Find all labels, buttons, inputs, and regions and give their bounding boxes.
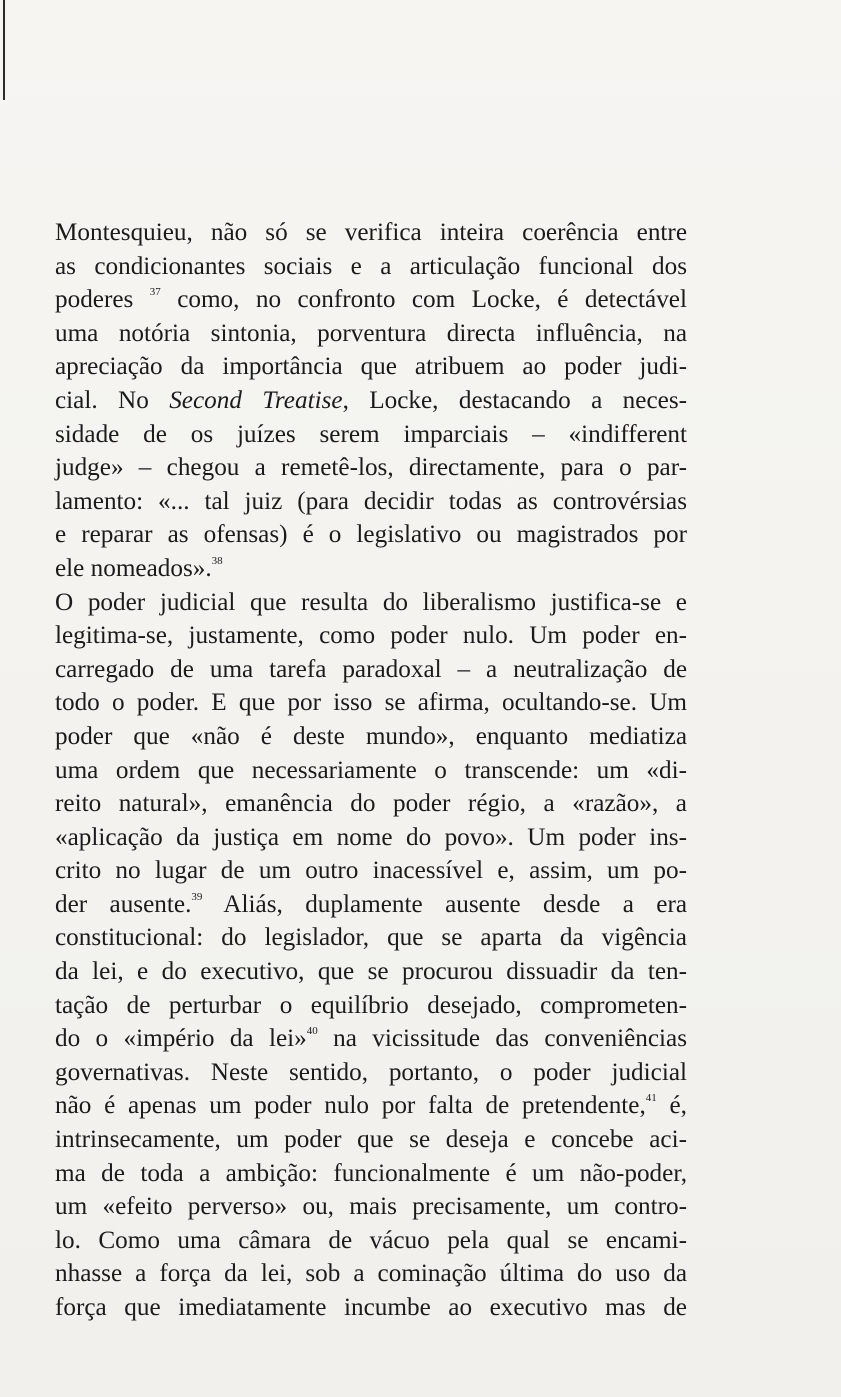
line-text: não é apenas um poder nulo por falta de pretendente, — [55, 1092, 646, 1120]
line-text: judge» – chegou a remetê-los, directamente, para o par- — [55, 454, 687, 482]
line-text: der ausente. — [55, 890, 192, 918]
line-text: e reparar as ofensas) é o legislativo ou magistrados por — [55, 521, 687, 549]
line-text: um «efeito perverso» ou, mais precisamente, um contro- — [55, 1193, 687, 1221]
line-text: ele nomeados». — [55, 554, 212, 582]
text-line — [55, 989, 687, 1023]
line-text: lamento: «... tal juiz (para decidir todas as controvérsias — [55, 487, 687, 515]
text-line — [55, 518, 687, 552]
line-text-continued: , Locke, destacando a neces- — [342, 386, 688, 414]
line-text: uma notória sintonia, porventura directa influência, na — [55, 319, 687, 347]
text-line — [55, 854, 687, 888]
line-text: uma ordem que necessariamente o transcende: um «di- — [55, 756, 687, 784]
line-text: ma de toda a ambição: funcionalmente é um não-poder, — [55, 1159, 687, 1187]
line-text: Montesquieu, não só se verifica inteira coerência entre — [55, 219, 687, 246]
text-line — [55, 1257, 687, 1291]
line-text: carregado de uma tarefa paradoxal – a neutralização de — [55, 655, 687, 683]
line-text: tação de perturbar o equilíbrio desejado, comprometen- — [55, 991, 687, 1019]
text-line — [55, 350, 687, 384]
line-text: cial. No — [55, 386, 170, 414]
line-text: as condicionantes sociais e a articulação funcional dos — [55, 252, 687, 280]
line-text: do o «império da lei» — [55, 1025, 307, 1053]
text-line — [55, 888, 687, 922]
text-line — [55, 384, 687, 418]
text-line — [55, 619, 687, 653]
text-line — [55, 1089, 687, 1123]
line-text: força que imediatamente incumbe ao executivo mas de — [55, 1294, 687, 1321]
line-text: constitucional: do legislador, que se aparta da vigência — [55, 924, 687, 952]
text-line — [55, 1190, 687, 1224]
text-line — [55, 1022, 687, 1056]
footnote-marker: 40 — [306, 1025, 318, 1038]
text-line — [55, 485, 687, 519]
line-text: legitima-se, justamente, como poder nulo. Um poder en- — [55, 622, 687, 650]
footnote-marker: 41 — [645, 1092, 657, 1105]
line-text-continued: como, no confronto com Locke, é detectável — [160, 286, 687, 314]
text-line — [55, 1056, 687, 1090]
line-text: todo o poder. E que por isso se afirma, ocultando-se. Um — [55, 689, 687, 717]
text-line — [55, 1157, 687, 1191]
italic-title: Second Treatise — [169, 386, 343, 414]
body-text — [55, 216, 687, 1325]
line-text: nhasse a força da lei, sob a cominação última do uso da — [55, 1260, 687, 1288]
text-line — [55, 754, 687, 788]
line-text: «aplicação da justiça em nome do povo». Um poder ins- — [55, 823, 687, 851]
line-text: sidade de os juízes serem imparciais – «indifferent — [55, 420, 687, 448]
line-text: da lei, e do executivo, que se procurou dissuadir da ten- — [55, 958, 687, 986]
text-line — [55, 921, 687, 955]
line-text: lo. Como uma câmara de vácuo pela qual se encami- — [55, 1226, 687, 1254]
text-line — [55, 317, 687, 351]
text-line — [55, 955, 687, 989]
line-text: poderes — [55, 286, 150, 314]
line-text: apreciação da importância que atribuem ao poder judi- — [55, 353, 687, 381]
line-text: O poder judicial que resulta do liberalismo justifica-se e — [55, 588, 687, 616]
text-line — [55, 1291, 687, 1325]
text-line — [55, 451, 687, 485]
text-line — [55, 653, 687, 687]
text-line — [55, 586, 687, 620]
line-text: poder que «não é deste mundo», enquanto mediatiza — [55, 722, 687, 750]
page-edge-shadow — [3, 0, 5, 100]
text-line — [55, 1123, 687, 1157]
line-text: governativas. Neste sentido, portanto, o poder judicial — [55, 1058, 687, 1086]
line-text: reito natural», emanência do poder régio, a «razão», a — [55, 790, 687, 818]
footnote-marker: 38 — [211, 554, 223, 567]
text-line — [55, 216, 687, 250]
text-line — [55, 1224, 687, 1258]
line-text-continued: na vicissitude das conveniências — [317, 1025, 688, 1053]
text-line — [55, 250, 687, 284]
line-text: crito no lugar de um outro inacessível e, assim, um po- — [55, 857, 687, 885]
text-line — [55, 821, 687, 855]
text-line — [55, 686, 687, 720]
text-line — [55, 787, 687, 821]
text-line — [55, 720, 687, 754]
text-line — [55, 552, 687, 586]
line-text-continued: Aliás, duplamente ausente desde a era — [202, 890, 688, 918]
line-text: intrinsecamente, um poder que se deseja e concebe aci- — [55, 1126, 687, 1154]
footnote-marker: 39 — [191, 890, 203, 903]
text-line — [55, 418, 687, 452]
text-line — [55, 283, 687, 317]
line-text-continued: é, — [656, 1092, 687, 1120]
footnote-marker: 37 — [149, 286, 161, 299]
